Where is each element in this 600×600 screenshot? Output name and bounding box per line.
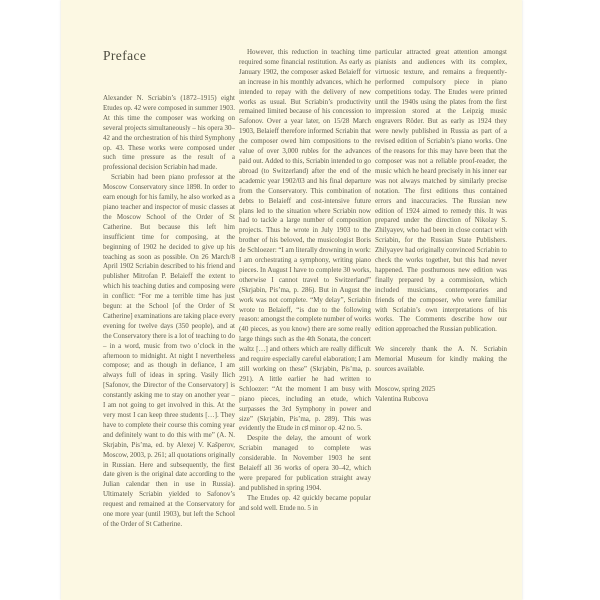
paragraph: The Etudes op. 42 quickly became popular and sold well. Etude no. 5 in [239, 493, 371, 512]
paragraph: Despite the delay, the amount of work Scriabin managed to complete was considerable. In November 1903 he sent Belaieff all 36 works of opera 30–42, which were prepared for publication straight away and published in spring 1904. [239, 434, 371, 492]
paragraph: Scriabin had been piano professor at the Moscow Conservatory since 1898. In order to earn enough for his family, he also worked as a piano teacher and inspector of music classes at the Moscow School of the Order of St Catherine. But because this left him insufficient time for composing, at the beginning of 1902 he decided to give up his teaching as soon as possible. On 26 March/8 April 1902 Scriabin described to his friend and publisher Mitrofan P. Belaieff the extent to which his teaching duties and composing were in conflict: “For me a terrible time has just begun: at the School [of the Order of St Catherine] examinations are taking place every evening for twelve days (350 people), and at the Conservatory there is a lot of teaching to do – in a word, music from two o’clock in the afternoon to midnight. At night I nevertheless compose; and as though in defiance, I am always full of ideas in spring. Vasily Ilich [Safonov, the Director of the Conservatory] is constantly asking me to stay on another year – I am not going to get involved in this. At the very most I can keep three students […]. They have to complete their course this coming year and definitely want to do this with me” (A. N. Skrjabin, Pis’ma, ed. by Alexej V. Kašperov, Moscow, 2003, p. 261; all quotations originally in Russian. Here and subsequently, the first date given is the original date according to the Julian calendar then in use in Russia). Ultimately Scriabin yielded to Safonov’s request and remained at the Conservatory for one more year (until 1903), but left the School of the Order of St Catherine. [103, 173, 235, 528]
paragraph: However, this reduction in teaching time required some financial restitution. As early as January 1902, the composer asked Belaieff for an increase in his monthly advances, which he intended to repay with the delivery of new works as usual. But Scriabin’s productivity remained limited because of his concession to Safonov. Over a year later, on 15/28 March 1903, Belaieff therefore informed Scriabin that the composer owed him compositions to the value of over 3,000 rubles for the advances paid out. Added to this, Scriabin intended to go abroad (to Switzerland) after the end of the academic year 1902/03 and his final departure from the Conservatory. This combination of debts to Belaieff and cost-intensive future plans led to the situation where Scriabin now had to tackle a large number of composition projects. Thus he wrote in July 1903 to the brother of his beloved, the musicologist Boris de Schloezer: “I am literally drowning in work: I am orchestrating a symphony, writing piano pieces. In August I have to complete 30 works, otherwise I cannot travel to Switzerland” (Skrjabin, Pis’ma, p. 286). But in August the work was not complete. “My delay”, Scriabin wrote to Belaieff, “is due to the following reason: amongst the complete number of works (40 pieces, as you know) there are some really large things such as the 4th Sonata, the concert waltz […] and others which are really difficult and require especially careful elaboration; I am still working on these” (Skrjabin, Pis’ma, p. 291). A little earlier he had written to Schloezer: “At the moment I am busy with piano pieces, including an etude, which surpasses the 3rd Symphony in power and size” (Skrjabin, Pis’ma, p. 289). This was evidently the Etude in c♯ minor op. 42 no. 5. [239, 48, 371, 433]
signature-place-date: Moscow, spring 2025 [375, 385, 436, 393]
paragraph: particular attracted great attention amongst pianists and audiences with its complex, virtuosic texture, and remains a frequently-performed compulsory piece in piano competitions today. The Etudes were printed until the 1940s using the plates from the first impression stored at the Leipzig music engravers Röder. But as early as 1924 they were newly published in Russia as part of a revised edition of Scriabin’s piano works. One of the reasons for this may have been that the composer was not a reliable proof-reader, the music which he heard precisely in his inner ear was not always matched by similarly precise notation. The first editions thus contained errors and inaccuracies. The Russian new edition of 1924 aimed to remedy this. It was prepared under the direction of Nikolay S. Zhilyayev, who had been in close contact with Scriabin, for the Russian State Publishers. Zhilyayev had originally convinced Scriabin to check the works together, but this had never happened. The posthumous new edition was finally prepared by a commission, which included musicians, contemporaries and friends of the composer, who were familiar with Scriabin’s own interpretations of his works. The Comments describe how our edition approached the Russian publication. [375, 48, 507, 334]
signature-block [375, 385, 507, 405]
document-page [61, 0, 522, 600]
signature-author: Valentina Rubcova [375, 394, 429, 403]
paragraph: Alexander N. Scriabin’s (1872–1915) eight Etudes op. 42 were composed in summer 1903. At this time the composer was working on several projects simultaneously – his opera 30–42 and the orchestration of his third Symphony op. 43. These works were composed under such time pressure as the result of a professional decision Scriabin had made. [103, 94, 235, 172]
page-title: Preface [103, 48, 147, 63]
text-column-3 [375, 48, 507, 530]
paragraph: We sincerely thank the A. N. Scriabin Memorial Museum for kindly making the sources available. [375, 345, 507, 374]
text-column-1 [103, 48, 235, 530]
text-columns [61, 0, 522, 530]
text-column-2 [239, 48, 371, 530]
